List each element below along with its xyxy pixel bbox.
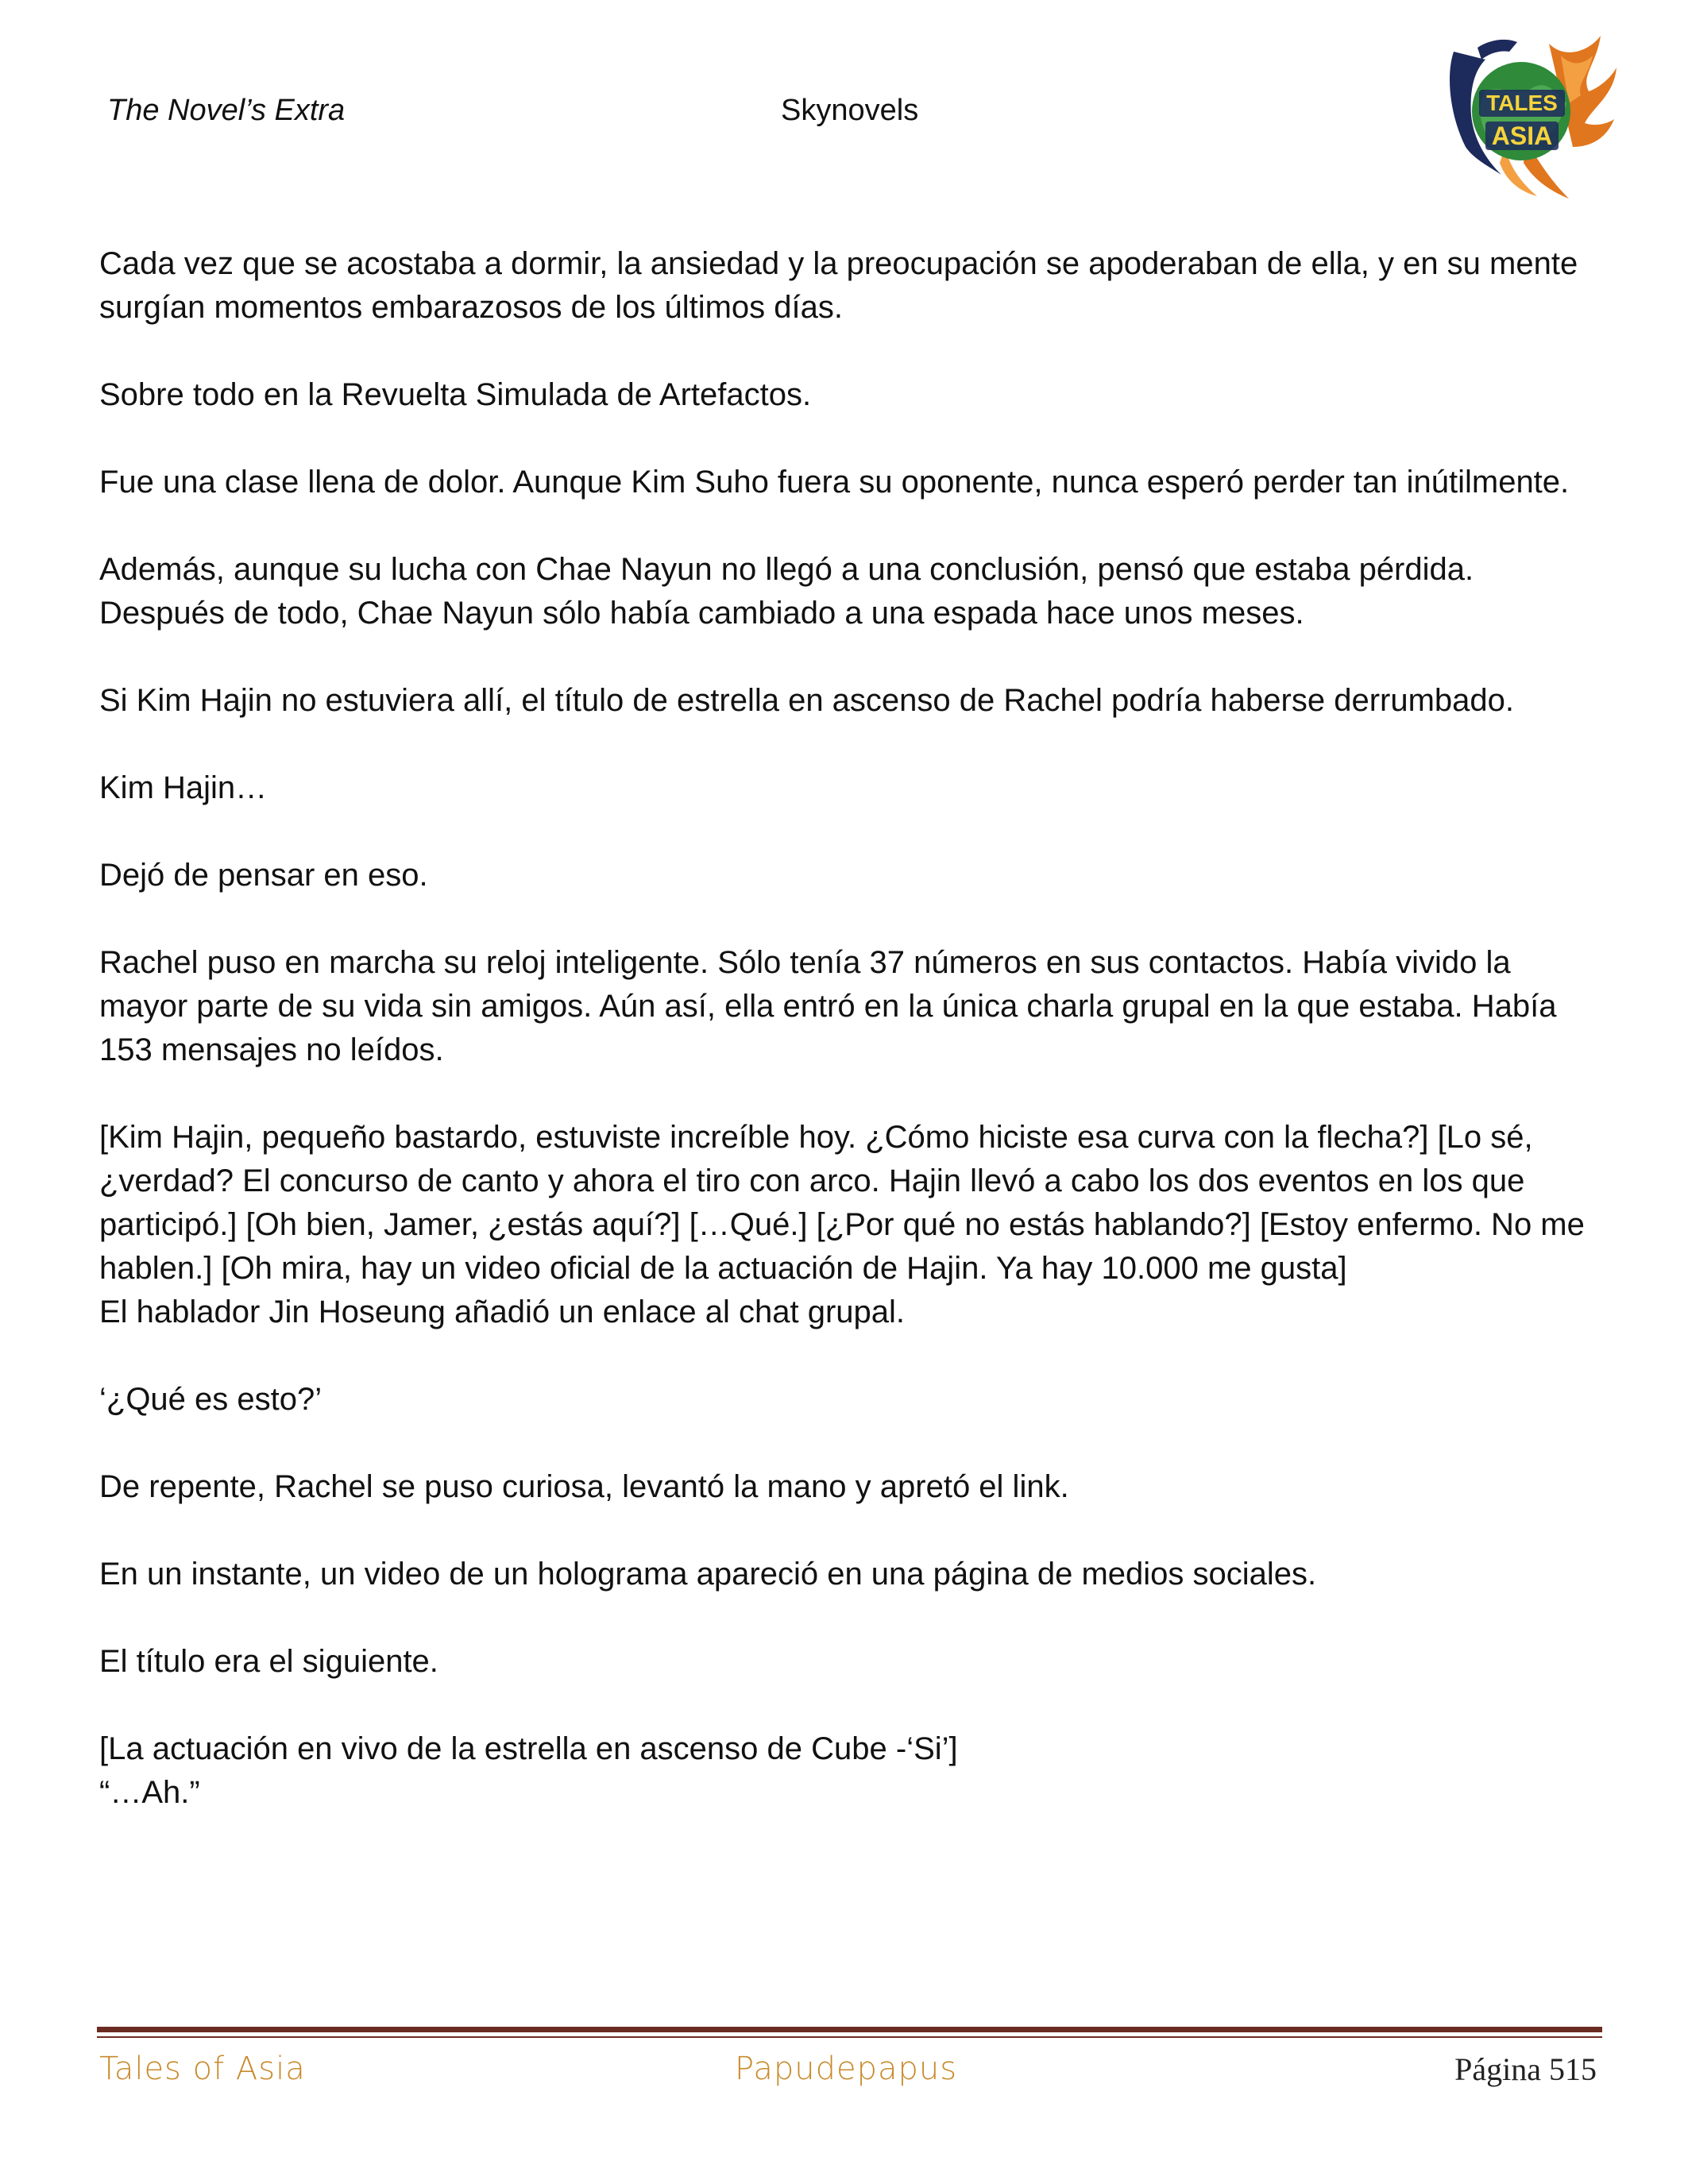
footer-publisher: Tales of Asia bbox=[99, 2051, 306, 2087]
dragon-logo-icon bbox=[1430, 28, 1620, 203]
paragraph: Además, aunque su lucha con Chae Nayun no llegó a una conclusión, pensó que estaba pérdida. Después de todo, Chae Nayun sólo había cambiado a una espada hace unos meses. bbox=[99, 552, 1474, 631]
page-number: Página 515 bbox=[1454, 2051, 1597, 2087]
paragraph: [La actuación en vivo de la estrella en ascenso de Cube -‘Si’] bbox=[99, 1731, 958, 1766]
footer-rule bbox=[97, 2027, 1602, 2032]
paragraph: Rachel puso en marcha su reloj inteligente. Sólo tenía 37 números en sus contactos. Había vivido la mayor parte de su vida sin amigos. Aún así, ella entró en la única charla grupal en la que estaba. Había 153 mensajes no leídos. bbox=[99, 945, 1557, 1067]
paragraph: Dejó de pensar en eso. bbox=[99, 858, 428, 893]
paragraph: [Kim Hajin, pequeño bastardo, estuviste increíble hoy. ¿Cómo hiciste esa curva con la flecha?] [Lo sé, ¿verdad? El concurso de canto y ahora el tiro con arco. Hajin llevó a cabo los dos eventos en los que participó.] [Oh bien, Jamer, ¿estás aquí?] […Qué.] [¿Por qué no estás hablando?] [Estoy enfermo. No me hablen.] [Oh mira, hay un video oficial de la actuación de Hajin. Ya hay 10.000 me gusta] bbox=[99, 1120, 1585, 1286]
paragraph: Si Kim Hajin no estuviera allí, el título de estrella en ascenso de Rachel podría haberse derrumbado. bbox=[99, 683, 1514, 718]
paragraph: El hablador Jin Hoseung añadió un enlace al chat grupal. bbox=[99, 1295, 906, 1329]
header-site-name: Skynovels bbox=[781, 94, 919, 127]
paragraph: De repente, Rachel se puso curiosa, levantó la mano y apretó el link. bbox=[99, 1469, 1069, 1504]
paragraph: En un instante, un video de un holograma apareció en una página de medios sociales. bbox=[99, 1557, 1317, 1592]
paragraph: Sobre todo en la Revuelta Simulada de Artefactos. bbox=[99, 377, 812, 412]
paragraph: Fue una clase llena de dolor. Aunque Kim Suho fuera su oponente, nunca esperó perder tan inútilmente. bbox=[99, 465, 1570, 500]
footer-rule-thin bbox=[97, 2036, 1602, 2038]
paragraph: ‘¿Qué es esto?’ bbox=[99, 1382, 323, 1417]
paragraph: Kim Hajin… bbox=[99, 770, 268, 805]
footer-translator: Papudepapus bbox=[735, 2051, 958, 2087]
header-novel-title: The Novel’s Extra bbox=[107, 94, 346, 127]
svg-text:ASIA: ASIA bbox=[1491, 122, 1553, 150]
chapter-body bbox=[99, 242, 1593, 1815]
paragraph: El título era el siguiente. bbox=[99, 1644, 438, 1679]
paragraph: “…Ah.” bbox=[99, 1775, 200, 1810]
paragraph: Cada vez que se acostaba a dormir, la ansiedad y la preocupación se apoderaban de ella, y en su mente surgían momentos embarazosos de los últimos días. bbox=[99, 246, 1578, 325]
svg-text:TALES: TALES bbox=[1486, 91, 1558, 115]
